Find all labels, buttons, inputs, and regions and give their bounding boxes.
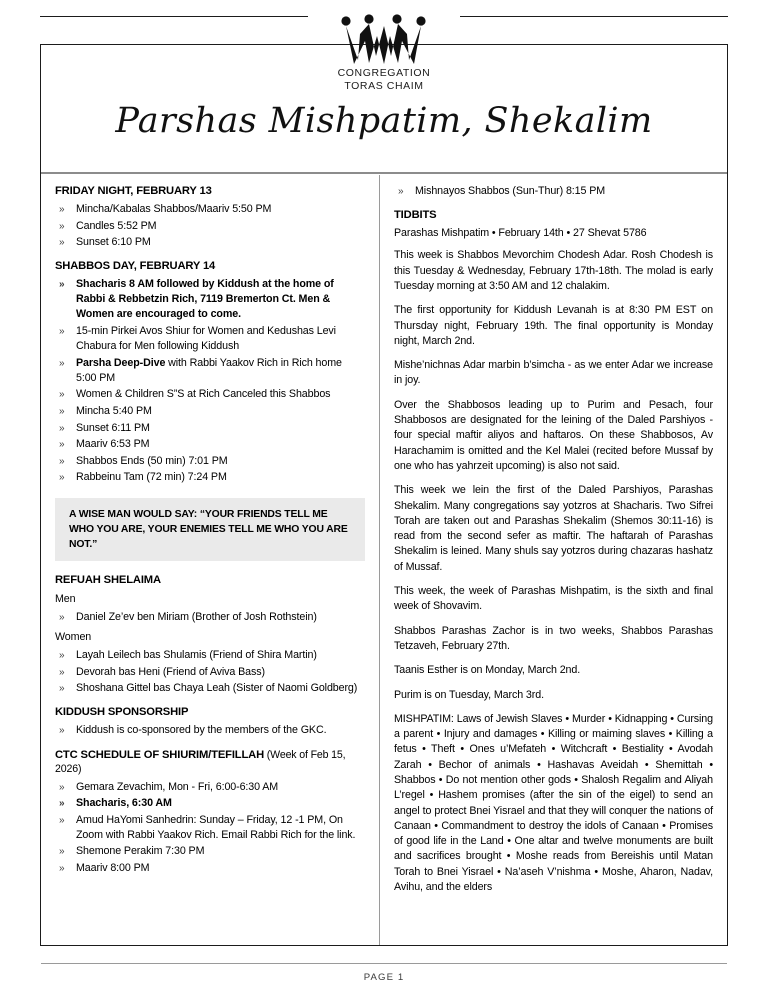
bullet-marker: » bbox=[59, 455, 65, 467]
list-item-text: Amud HaYomi Sanhedrin: Sunday – Friday, 12 -1 PM, On Zoom with Rabbi Yaakov Rich. Email Rabbi Rich for the link. bbox=[76, 813, 356, 841]
list-item bbox=[55, 454, 365, 469]
page-title: Parshas Mishpatim, Shekalim bbox=[115, 101, 653, 141]
section-heading-ctc-schedule bbox=[55, 748, 365, 776]
tidbits-paragraph: MISHPATIM: Laws of Jewish Slaves • Murder • Kidnapping • Cursing a parent • Injury and damages • Killing or maiming slaves • Killing a fetus • Theft • Ones u’Mefateh • Witchcraft • Bestiality • Avodah Zarah • Bechor of animals • Hashavas Aveidah • Shemittah • Shabbos • Do not mention other gods • Shalosh Regalim and Aliyah L’regel • Hashem promises (after the sin of the eigel) to send an angel to protect Bnei Yisrael and that they will conquer the nations of Canaan • Commandment to destroy the idols of Canaan • Promises of good life in the Land • One altar and twelve monuments are built and sacrifices brought • Moshe reads from Bereishis until Matan Torah to Bnei Yisrael • Na’aseh V’nishma • Moshe, Aharon, Nadav, Avihu, and the elders bbox=[394, 712, 713, 894]
section-heading-friday-night: FRIDAY NIGHT, FEBRUARY 13 bbox=[55, 185, 212, 197]
list-item-text: Parsha Deep-Dive with Rabbi Yaakov Rich in Rich home 5:00 PM bbox=[76, 356, 342, 384]
list-item-text: Kiddush is co-sponsored by the members of the GKC. bbox=[76, 724, 327, 737]
page-number: PAGE 1 bbox=[363, 972, 405, 983]
crown-icon bbox=[338, 14, 430, 66]
tidbits-paragraph: Shabbos Parashas Zachor is in two weeks, Shabbos Parashas Tetzaveh, February 27th. bbox=[394, 624, 713, 652]
list-item-text: 15-min Pirkei Avos Shiur for Women and Kedushas Levi Chabura for Men following Kiddush bbox=[76, 325, 336, 353]
list-item-text: Mincha 5:40 PM bbox=[76, 405, 152, 418]
list-item-text: Maariv 8:00 PM bbox=[76, 862, 150, 875]
section-heading-shabbos-day: SHABBOS DAY, FEBRUARY 14 bbox=[55, 260, 216, 273]
section-heading-tidbits: TIDBITS bbox=[394, 209, 437, 222]
list-item bbox=[55, 861, 365, 876]
tidbits-paragraph: Over the Shabbosos leading up to Purim and Pesach, four Shabbosos are designated for the leining of the Daled Parshiyos - four special maftir aliyos and haftaros. On these Shabbosos, Av Harachamim is omitted and the Kel Malei (recited before Mussaf by one who has yahrzeit upcoming) is also not said. bbox=[394, 398, 713, 472]
tidbits-paragraph: This week we lein the first of the Daled Parshiyos, Parashas Shekalim. Many congregations say yotzros at Shacharis. Two Sifrei Torah are taken out and Parashas Shekalim (Shemos 30:11-16) is read from the second sefer as maftir. The haftarah of Parashas Shekalim is leined. Many shuls say yotzros during chazaras hashatz of Mussaf. bbox=[394, 484, 713, 573]
ctc-schedule-list bbox=[55, 780, 365, 877]
bullet-marker: » bbox=[59, 326, 65, 338]
bullet-marker: » bbox=[59, 220, 65, 232]
quote-box: A WISE MAN WOULD SAY: “YOUR FRIENDS TELL ME WHO YOU ARE, YOUR ENEMIES TELL ME WHO YOU ARE NOT.” bbox=[55, 498, 365, 562]
list-item bbox=[55, 437, 365, 452]
list-item-text: Rabbeinu Tam (72 min) 7:24 PM bbox=[76, 471, 227, 484]
masthead bbox=[40, 44, 728, 172]
organization-line-1: CONGREGATION bbox=[337, 67, 431, 79]
list-item bbox=[394, 184, 713, 199]
bullet-marker: » bbox=[59, 863, 65, 875]
bullet-marker: » bbox=[59, 357, 65, 369]
list-item bbox=[55, 387, 365, 402]
tidbits-paragraphs bbox=[394, 248, 713, 895]
list-item-text: Shoshana Gittel bas Chaya Leah (Sister of Naomi Goldberg) bbox=[76, 682, 358, 695]
bullet-marker: » bbox=[59, 472, 65, 484]
bullet-marker: » bbox=[398, 186, 404, 197]
section-heading-kiddush-sponsorship: KIDDUSH SPONSORSHIP bbox=[55, 706, 189, 719]
list-item-text: Layah Leilech bas Shulamis (Friend of Shira Martin) bbox=[76, 649, 317, 662]
header-divider bbox=[41, 172, 727, 174]
list-item bbox=[55, 421, 365, 436]
kiddush-sponsorship-list bbox=[55, 723, 365, 738]
tidbits-paragraph: Purim is on Tuesday, March 3rd. bbox=[394, 688, 544, 701]
list-item-text: Sunset 6:10 PM bbox=[76, 236, 151, 249]
list-item bbox=[55, 277, 365, 322]
right-column bbox=[379, 175, 727, 945]
list-item-text: Mishnayos Shabbos (Sun-Thur) 8:15 PM bbox=[415, 185, 606, 197]
refuah-women-list bbox=[55, 648, 365, 696]
list-item bbox=[55, 404, 365, 419]
list-item bbox=[55, 219, 365, 234]
list-item bbox=[55, 681, 365, 696]
refuah-women-label: Women bbox=[55, 631, 92, 644]
refuah-men-label: Men bbox=[55, 593, 76, 606]
list-item-text: Shacharis, 6:30 AM bbox=[76, 797, 172, 810]
tidbits-paragraph: This week is Shabbos Mevorchim Chodesh Adar. Rosh Chodesh is this Tuesday & Wednesday, February 17th-18th. The molad is early Tuesday morning at 3:50 AM and 12 chalakim. bbox=[394, 249, 713, 292]
list-item bbox=[55, 780, 365, 795]
bullet-marker: » bbox=[59, 781, 65, 793]
list-item-text: Shemone Perakim 7:30 PM bbox=[76, 845, 205, 858]
bullet-marker: » bbox=[59, 406, 65, 418]
list-item-emphasis: Parsha Deep-Dive bbox=[76, 356, 166, 369]
list-item-text: Daniel Ze’ev ben Miriam (Brother of Josh Rothstein) bbox=[76, 611, 317, 624]
list-item-text: Maariv 6:53 PM bbox=[76, 438, 150, 451]
bullet-marker: » bbox=[59, 650, 65, 662]
list-item-text: Shacharis 8 AM followed by Kiddush at the home of Rabbi & Rebbetzin Rich, 7119 Bremerton Ct. Men & Women are encouraged to come. bbox=[76, 278, 334, 321]
list-item bbox=[55, 723, 365, 738]
list-item bbox=[55, 796, 365, 811]
left-column bbox=[41, 175, 379, 945]
friday-night-list bbox=[55, 202, 365, 250]
ctc-heading-main: CTC SCHEDULE OF SHIURIM/TEFILLAH bbox=[55, 748, 264, 761]
list-item bbox=[55, 648, 365, 663]
tidbits-paragraph: Taanis Esther is on Monday, March 2nd. bbox=[394, 664, 581, 677]
ctc-heading-note: (Week of Feb 15, 2026) bbox=[55, 748, 346, 775]
list-item bbox=[55, 356, 365, 386]
list-item-text: Sunset 6:11 PM bbox=[76, 421, 150, 434]
list-item bbox=[55, 470, 365, 485]
content-columns bbox=[41, 175, 727, 945]
bullet-marker: » bbox=[59, 279, 65, 291]
bullet-marker: » bbox=[59, 237, 65, 249]
logo bbox=[40, 14, 728, 92]
shabbos-day-list bbox=[55, 277, 365, 485]
list-item bbox=[55, 202, 365, 217]
bullet-marker: » bbox=[59, 439, 65, 451]
list-item bbox=[55, 844, 365, 859]
bullet-marker: » bbox=[59, 814, 65, 826]
tidbits-paragraph: This week, the week of Parashas Mishpatim, is the sixth and final week of Shovavim. bbox=[394, 585, 713, 613]
list-item-text: Shabbos Ends (50 min) 7:01 PM bbox=[76, 454, 228, 467]
bullet-marker: » bbox=[59, 798, 65, 810]
tidbits-paragraph: The first opportunity for Kiddush Levanah is at 8:30 PM EST on Thursday night, February 19th. The final opportunity is Monday night, March 2nd. bbox=[394, 304, 713, 347]
list-item-text: Women & Children S”S at Rich Canceled this Shabbos bbox=[76, 388, 331, 401]
list-item bbox=[55, 665, 365, 680]
list-item-text: Candles 5:52 PM bbox=[76, 219, 157, 232]
list-item-text: Mincha/Kabalas Shabbos/Maariv 5:50 PM bbox=[76, 203, 272, 215]
refuah-men-list bbox=[55, 610, 365, 625]
right-top-list bbox=[394, 184, 713, 199]
list-item-text: Devorah bas Heni (Friend of Aviva Bass) bbox=[76, 665, 265, 678]
list-item bbox=[55, 813, 365, 843]
bullet-marker: » bbox=[59, 389, 65, 401]
bullet-marker: » bbox=[59, 612, 65, 624]
bullet-marker: » bbox=[59, 204, 65, 215]
list-item bbox=[55, 235, 365, 250]
list-item-text: Gemara Zevachim, Mon - Fri, 6:00-6:30 AM bbox=[76, 780, 279, 793]
tidbits-dateline: Parashas Mishpatim • February 14th • 27 Shevat 5786 bbox=[394, 227, 647, 240]
footer-divider bbox=[41, 963, 727, 964]
organization-line-2: TORAS CHAIM bbox=[344, 79, 424, 92]
bullet-marker: » bbox=[59, 666, 65, 678]
list-item bbox=[55, 610, 365, 625]
bullet-marker: » bbox=[59, 725, 65, 737]
organization-name bbox=[338, 67, 431, 92]
bullet-marker: » bbox=[59, 422, 65, 434]
tidbits-paragraph: Mishe’nichnas Adar marbin b’simcha - as we enter Adar we increase in joy. bbox=[394, 359, 713, 387]
bullet-marker: » bbox=[59, 683, 65, 695]
bullet-marker: » bbox=[59, 846, 65, 858]
section-heading-refuah-shelaima: REFUAH SHELAIMA bbox=[55, 574, 161, 587]
list-item bbox=[55, 324, 365, 354]
